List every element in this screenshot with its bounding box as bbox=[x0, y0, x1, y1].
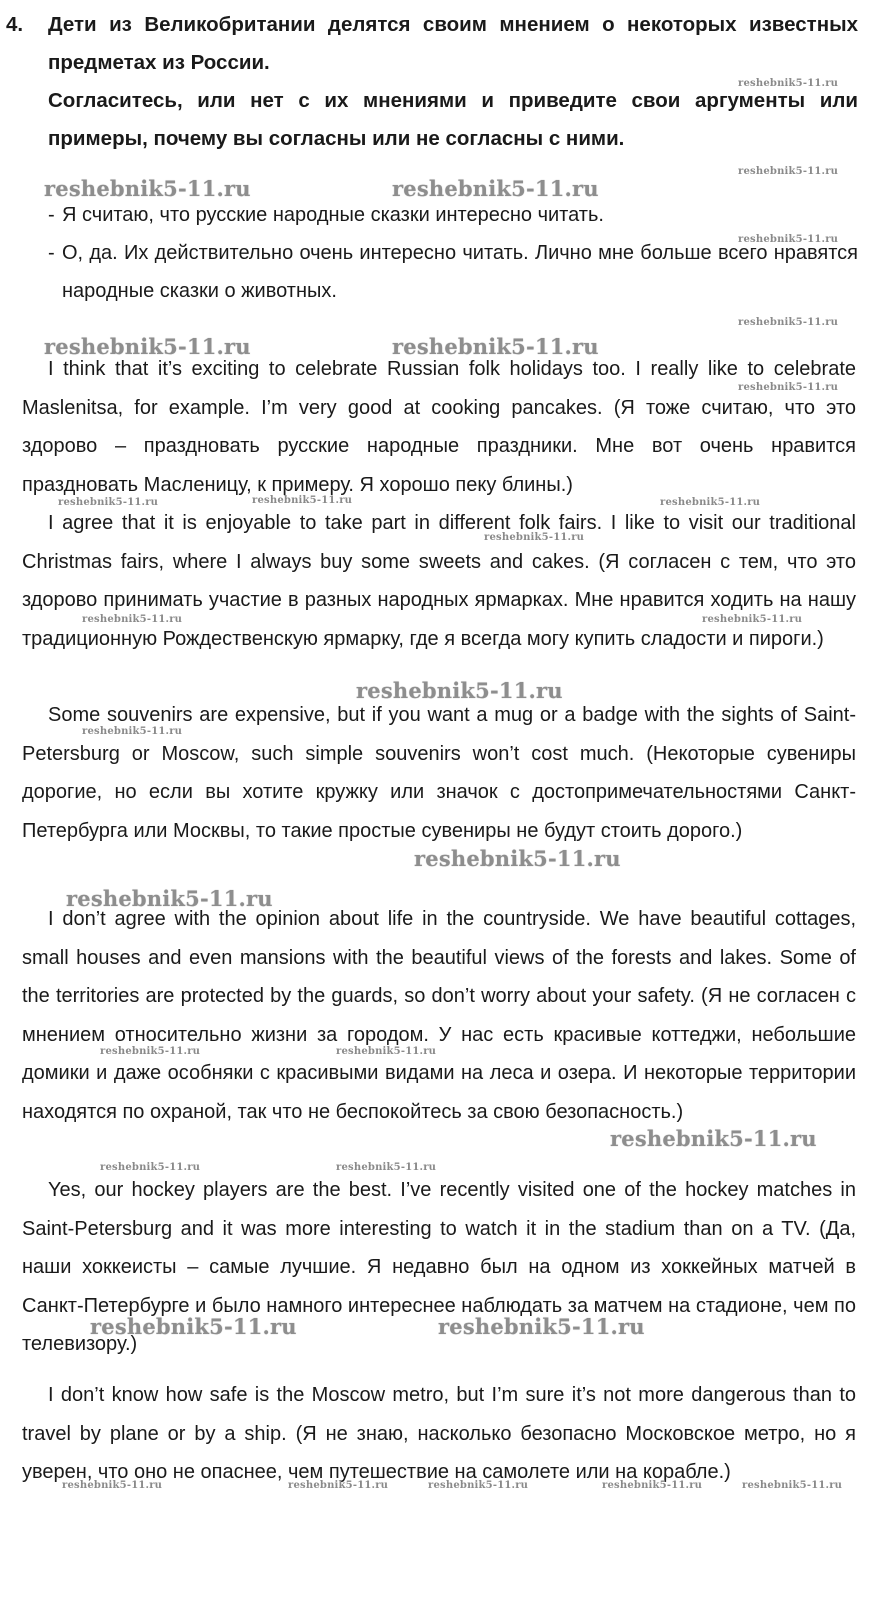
watermark-small: reshebnik5-11.ru bbox=[742, 1480, 843, 1491]
dialog-dash: - bbox=[48, 242, 55, 264]
watermark: reshebnik5-11.ru bbox=[414, 846, 621, 871]
dialog-line-2 bbox=[48, 234, 858, 310]
watermark-small: reshebnik5-11.ru bbox=[336, 1162, 437, 1173]
watermark: reshebnik5-11.ru bbox=[392, 176, 599, 201]
task-instruction: Дети из Великобритании делятся своим мнением о некоторых известных предметах из России. bbox=[48, 13, 858, 74]
watermark-small: reshebnik5-11.ru bbox=[82, 726, 183, 737]
watermark-small: reshebnik5-11.ru bbox=[738, 78, 839, 89]
watermark-small: reshebnik5-11.ru bbox=[738, 234, 839, 245]
answer-paragraph-souvenirs: Some souvenirs are expensive, but if you want a mug or a badge with the sights of Saint-Petersburg or Moscow, such simple souvenirs won’t cost much. (Некоторые сувениры дорогие, но если вы хотите кружку или значок с достопримечательностями Санкт-Петербурга или Москвы, то такие простые сувениры не будут стоить дорого.) bbox=[22, 704, 856, 842]
watermark-small: reshebnik5-11.ru bbox=[484, 532, 585, 543]
answer-paragraph-hockey: Yes, our hockey players are the best. I’ve recently visited one of the hockey matches in Saint-Petersburg and it was more interesting to watch it in the stadium than on a TV. (Да, наши хоккеисты – самые лучшие. Я недавно был на одном из хоккейных матчей в Санкт-Петербурге и было намного интереснее наблюдать за матчем на стадионе, чем по телевизору.) bbox=[22, 1179, 856, 1355]
watermark-small: reshebnik5-11.ru bbox=[62, 1480, 163, 1491]
task-prompt: Согласитесь, или нет с их мнениями и приведите свои аргументы или примеры, почему вы согласны или не согласны с ними. bbox=[48, 89, 858, 150]
answer-paragraph-countryside: I don’t agree with the opinion about life in the countryside. We have beautiful cottages, small houses and even mansions with the beautiful views of the forests and lakes. Some of the territories are protected by the guards, so don’t worry about your safety. (Я не согласен с мнением относительно жизни за городом. У нас есть красивые коттеджи, небольшие домики и даже особняки с красивыми видами на леса и озера. И некоторые территории находятся по охраной, так что не беспокойтесь за свою безопасность.) bbox=[22, 908, 856, 1123]
dialog-dash: - bbox=[48, 204, 55, 226]
watermark-small: reshebnik5-11.ru bbox=[738, 382, 839, 393]
watermark: reshebnik5-11.ru bbox=[610, 1126, 817, 1151]
watermark: reshebnik5-11.ru bbox=[392, 334, 599, 359]
watermark: reshebnik5-11.ru bbox=[356, 678, 563, 703]
task-number: 4. bbox=[6, 13, 24, 36]
watermark-small: reshebnik5-11.ru bbox=[288, 1480, 389, 1491]
answer-paragraph-metro: I don’t know how safe is the Moscow metro, but I’m sure it’s not more dangerous than to travel by plane or by a ship. (Я не знаю, насколько безопасно Московское метро, но я уверен, что оно не опаснее, чем путешествие на самолете или на корабле.) bbox=[22, 1384, 856, 1483]
watermark-small: reshebnik5-11.ru bbox=[100, 1046, 201, 1057]
watermark-small: reshebnik5-11.ru bbox=[252, 495, 353, 506]
answer-paragraph-fairs: I agree that it is enjoyable to take part in different folk fairs. I like to visit our traditional Christmas fairs, where I always buy some sweets and cakes. (Я согласен с тем, что это здорово принимать участие в разных народных ярмарках. Мне нравится ходить на нашу традиционную Рождественскую ярмарку, где я всегда могу купить сладости и пироги.) bbox=[22, 512, 856, 650]
watermark: reshebnik5-11.ru bbox=[44, 176, 251, 201]
watermark-small: reshebnik5-11.ru bbox=[428, 1480, 529, 1491]
watermark: reshebnik5-11.ru bbox=[438, 1314, 645, 1339]
watermark-small: reshebnik5-11.ru bbox=[100, 1162, 201, 1173]
watermark-small: reshebnik5-11.ru bbox=[82, 614, 183, 625]
watermark-small: reshebnik5-11.ru bbox=[602, 1480, 703, 1491]
answer-paragraph-holidays: I think that it’s exciting to celebrate Russian folk holidays too. I really like to celebrate Maslenitsa, for example. I’m very good at cooking pancakes. (Я тоже считаю, что это здорово – праздновать русские народные праздники. Мне вот очень нравится праздновать Масленицу, к примеру. Я хорошо пеку блины.) bbox=[22, 358, 856, 496]
watermark: reshebnik5-11.ru bbox=[90, 1314, 297, 1339]
watermark-small: reshebnik5-11.ru bbox=[702, 614, 803, 625]
watermark: reshebnik5-11.ru bbox=[66, 886, 273, 911]
watermark: reshebnik5-11.ru bbox=[44, 334, 251, 359]
watermark-small: reshebnik5-11.ru bbox=[58, 497, 159, 508]
watermark-small: reshebnik5-11.ru bbox=[738, 166, 839, 177]
watermark-small: reshebnik5-11.ru bbox=[738, 317, 839, 328]
dialog-text: О, да. Их действительно очень интересно читать. Лично мне больше всего нравятся народные сказки о животных. bbox=[62, 242, 858, 302]
watermark-small: reshebnik5-11.ru bbox=[336, 1046, 437, 1057]
dialog-line-1 bbox=[48, 196, 858, 234]
dialog-text: Я считаю, что русские народные сказки интересно читать. bbox=[62, 204, 604, 226]
watermark-small: reshebnik5-11.ru bbox=[660, 497, 761, 508]
